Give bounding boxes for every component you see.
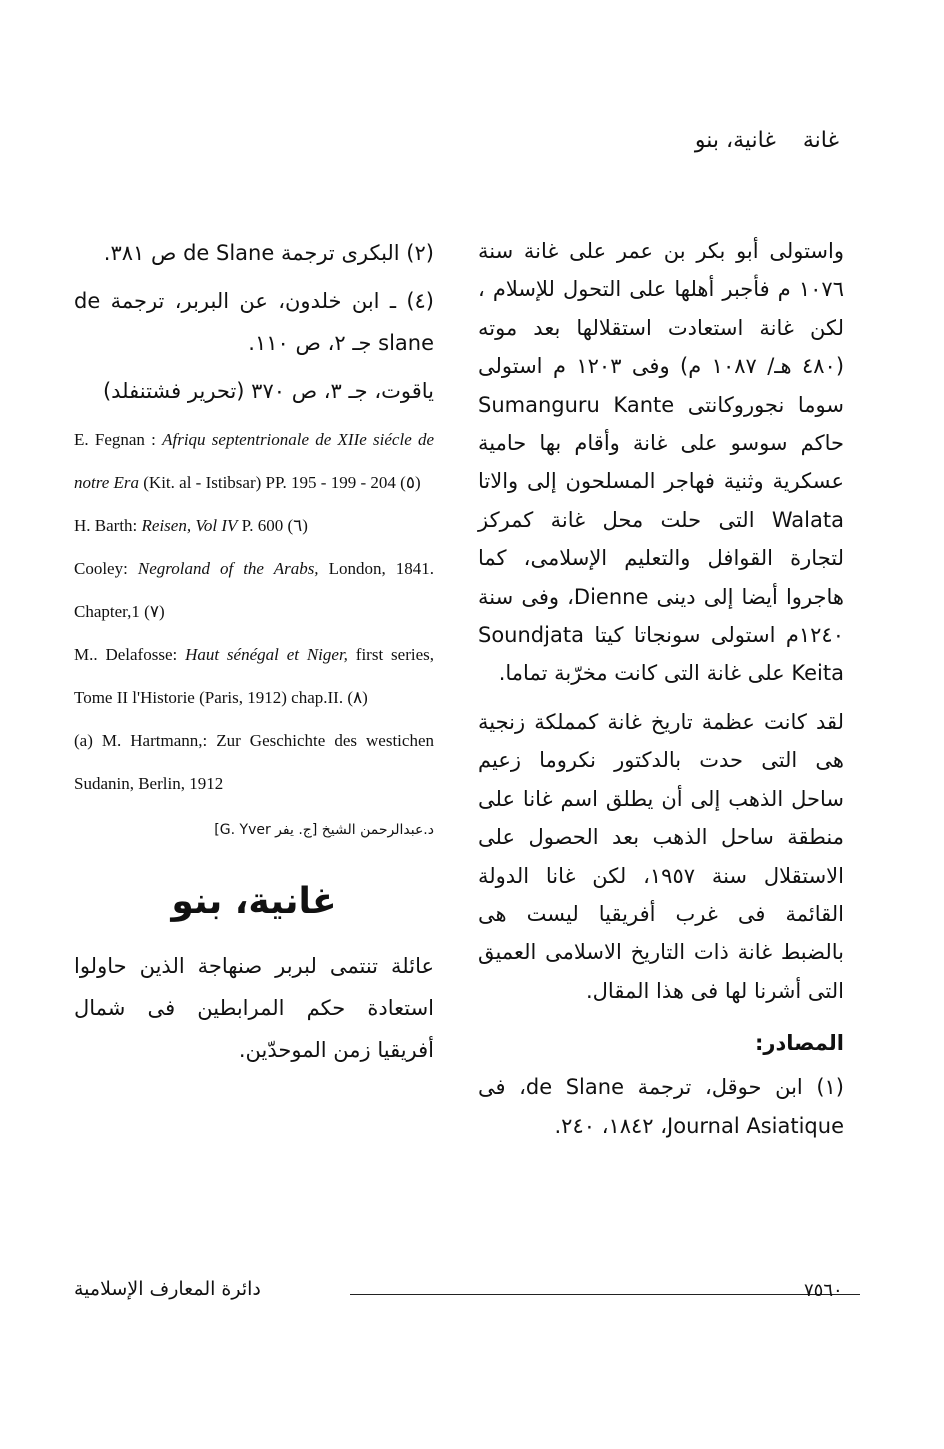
footnote: (٤) ـ ابن خلدون، عن البربر، ترجمة de slane جـ ٢، ص ١١٠. (74, 289, 434, 355)
footnote-latin (74, 547, 434, 633)
footnote-number: (٥) (400, 473, 421, 492)
footnote-latin (74, 633, 434, 719)
page-number: ٧٥٦٠ (804, 1280, 843, 1301)
left-column (74, 232, 434, 1071)
footnote-title: Reisen, Vol IV (141, 516, 238, 535)
footnote-latin (74, 504, 434, 547)
footnote-title: Negroland of the Arabs, (137, 559, 319, 578)
running-header (675, 128, 839, 153)
author-signature: د.عبدالرحمن الشيخ [ج. يفر G. Yver] (214, 822, 434, 838)
article-title: غانية، بنو (171, 881, 337, 922)
footnote-number: (٧) (144, 602, 165, 621)
footer-rule (350, 1294, 860, 1295)
footnote-text: Cooley: (74, 559, 138, 578)
footnote: (٢) البكرى ترجمة de Slane ص ٣٨١. (103, 241, 434, 265)
footnote-text: (a) M. Hartmann,: Zur Geschichte des westichen Sudanin, Berlin, 1912 (74, 731, 434, 793)
footnote: ياقوت، جـ ٣، ص ٣٧٠ (تحرير فشتنفلد) (102, 379, 434, 403)
footnote-text: London, 1841. Chapter,1 (74, 559, 434, 621)
footnote-latin (74, 719, 434, 805)
footnote-text: (Kit. al - Istibsar) PP. 195 - 199 - 204 (139, 473, 396, 492)
right-column (478, 232, 844, 1145)
publication-name: دائرة المعارف الإسلامية (74, 1278, 261, 1300)
footnote-text: M.. Delafosse: (74, 645, 186, 664)
footnote-text: E. Fegnan : (74, 430, 163, 449)
article-body: عائلة تنتمى لبربر صنهاجة الذين حاولوا استعادة حكم المرابطين فى شمال أفريقيا زمن الموحدّين. (74, 954, 434, 1062)
footnote-text: first series, Tome II l'Historie (Paris, 1912) chap.II. (74, 645, 434, 707)
footnote-latin (74, 418, 434, 504)
paragraph: واستولى أبو بكر بن عمر على غانة سنة ١٠٧٦ م فأجبر أهلها على التحول للإسلام ، لكن غانة استعادت استقلالها بعد موته (٤٨٠ هـ/ ١٠٨٧ م) وفى ١٢٠٣ م استولى سوما نجوروكانتى Sumanguru Kante حاكم سوسو على غانة وأقام بها حامية عسكرية وثنية فهاجر المسلحون إلى والاتا Walata التى حلت محل غانة كمركز لتجارة القوافل والتعليم الإسلامى، كما هاجروا أيضا إلى دينى Dienne، وفى سنة ١٢٤٠م استولى سونجاتا كيتا Soundjata Keita على غانة التى كانت مخرّبة تماما. (478, 239, 845, 686)
footnote-number: (٨) (347, 688, 368, 707)
footnote-title: Afriqu septentrionale de XIIe siécle de notre Era (74, 430, 435, 492)
page-footer (74, 1278, 848, 1308)
footnote-text: H. Barth: (74, 516, 142, 535)
footnote-title: Haut sénégal et Niger, (185, 645, 348, 664)
footnote-text: P. 600 (237, 516, 284, 535)
footnote-number: (٦) (287, 516, 308, 535)
header-left-term: غانية، بنو (694, 128, 776, 153)
sources-heading: المصادر: (754, 1031, 844, 1056)
paragraph: لقد كانت عظمة تاريخ غانة كمملكة زنجية هى التى حدت بالدكتور نكروما زعيم ساحل الذهب إلى أن يطلق اسم غانا على منطقة ساحل الذهب بعد الحصول على الاستقلال سنة ١٩٥٧، لكن غانا الدولة القائمة فى غرب أفريقيا ليست هى بالضبط غانة ذات التاريخ الاسلامى العميق التى أشرنا لها فى هذا المقال. (478, 709, 844, 1003)
source-entry: (١) ابن حوقل، ترجمة de Slane، فى Journal Asiatique، ١٨٤٢، ٢٤٠. (478, 1075, 844, 1138)
header-right-term: غانة (802, 128, 839, 153)
